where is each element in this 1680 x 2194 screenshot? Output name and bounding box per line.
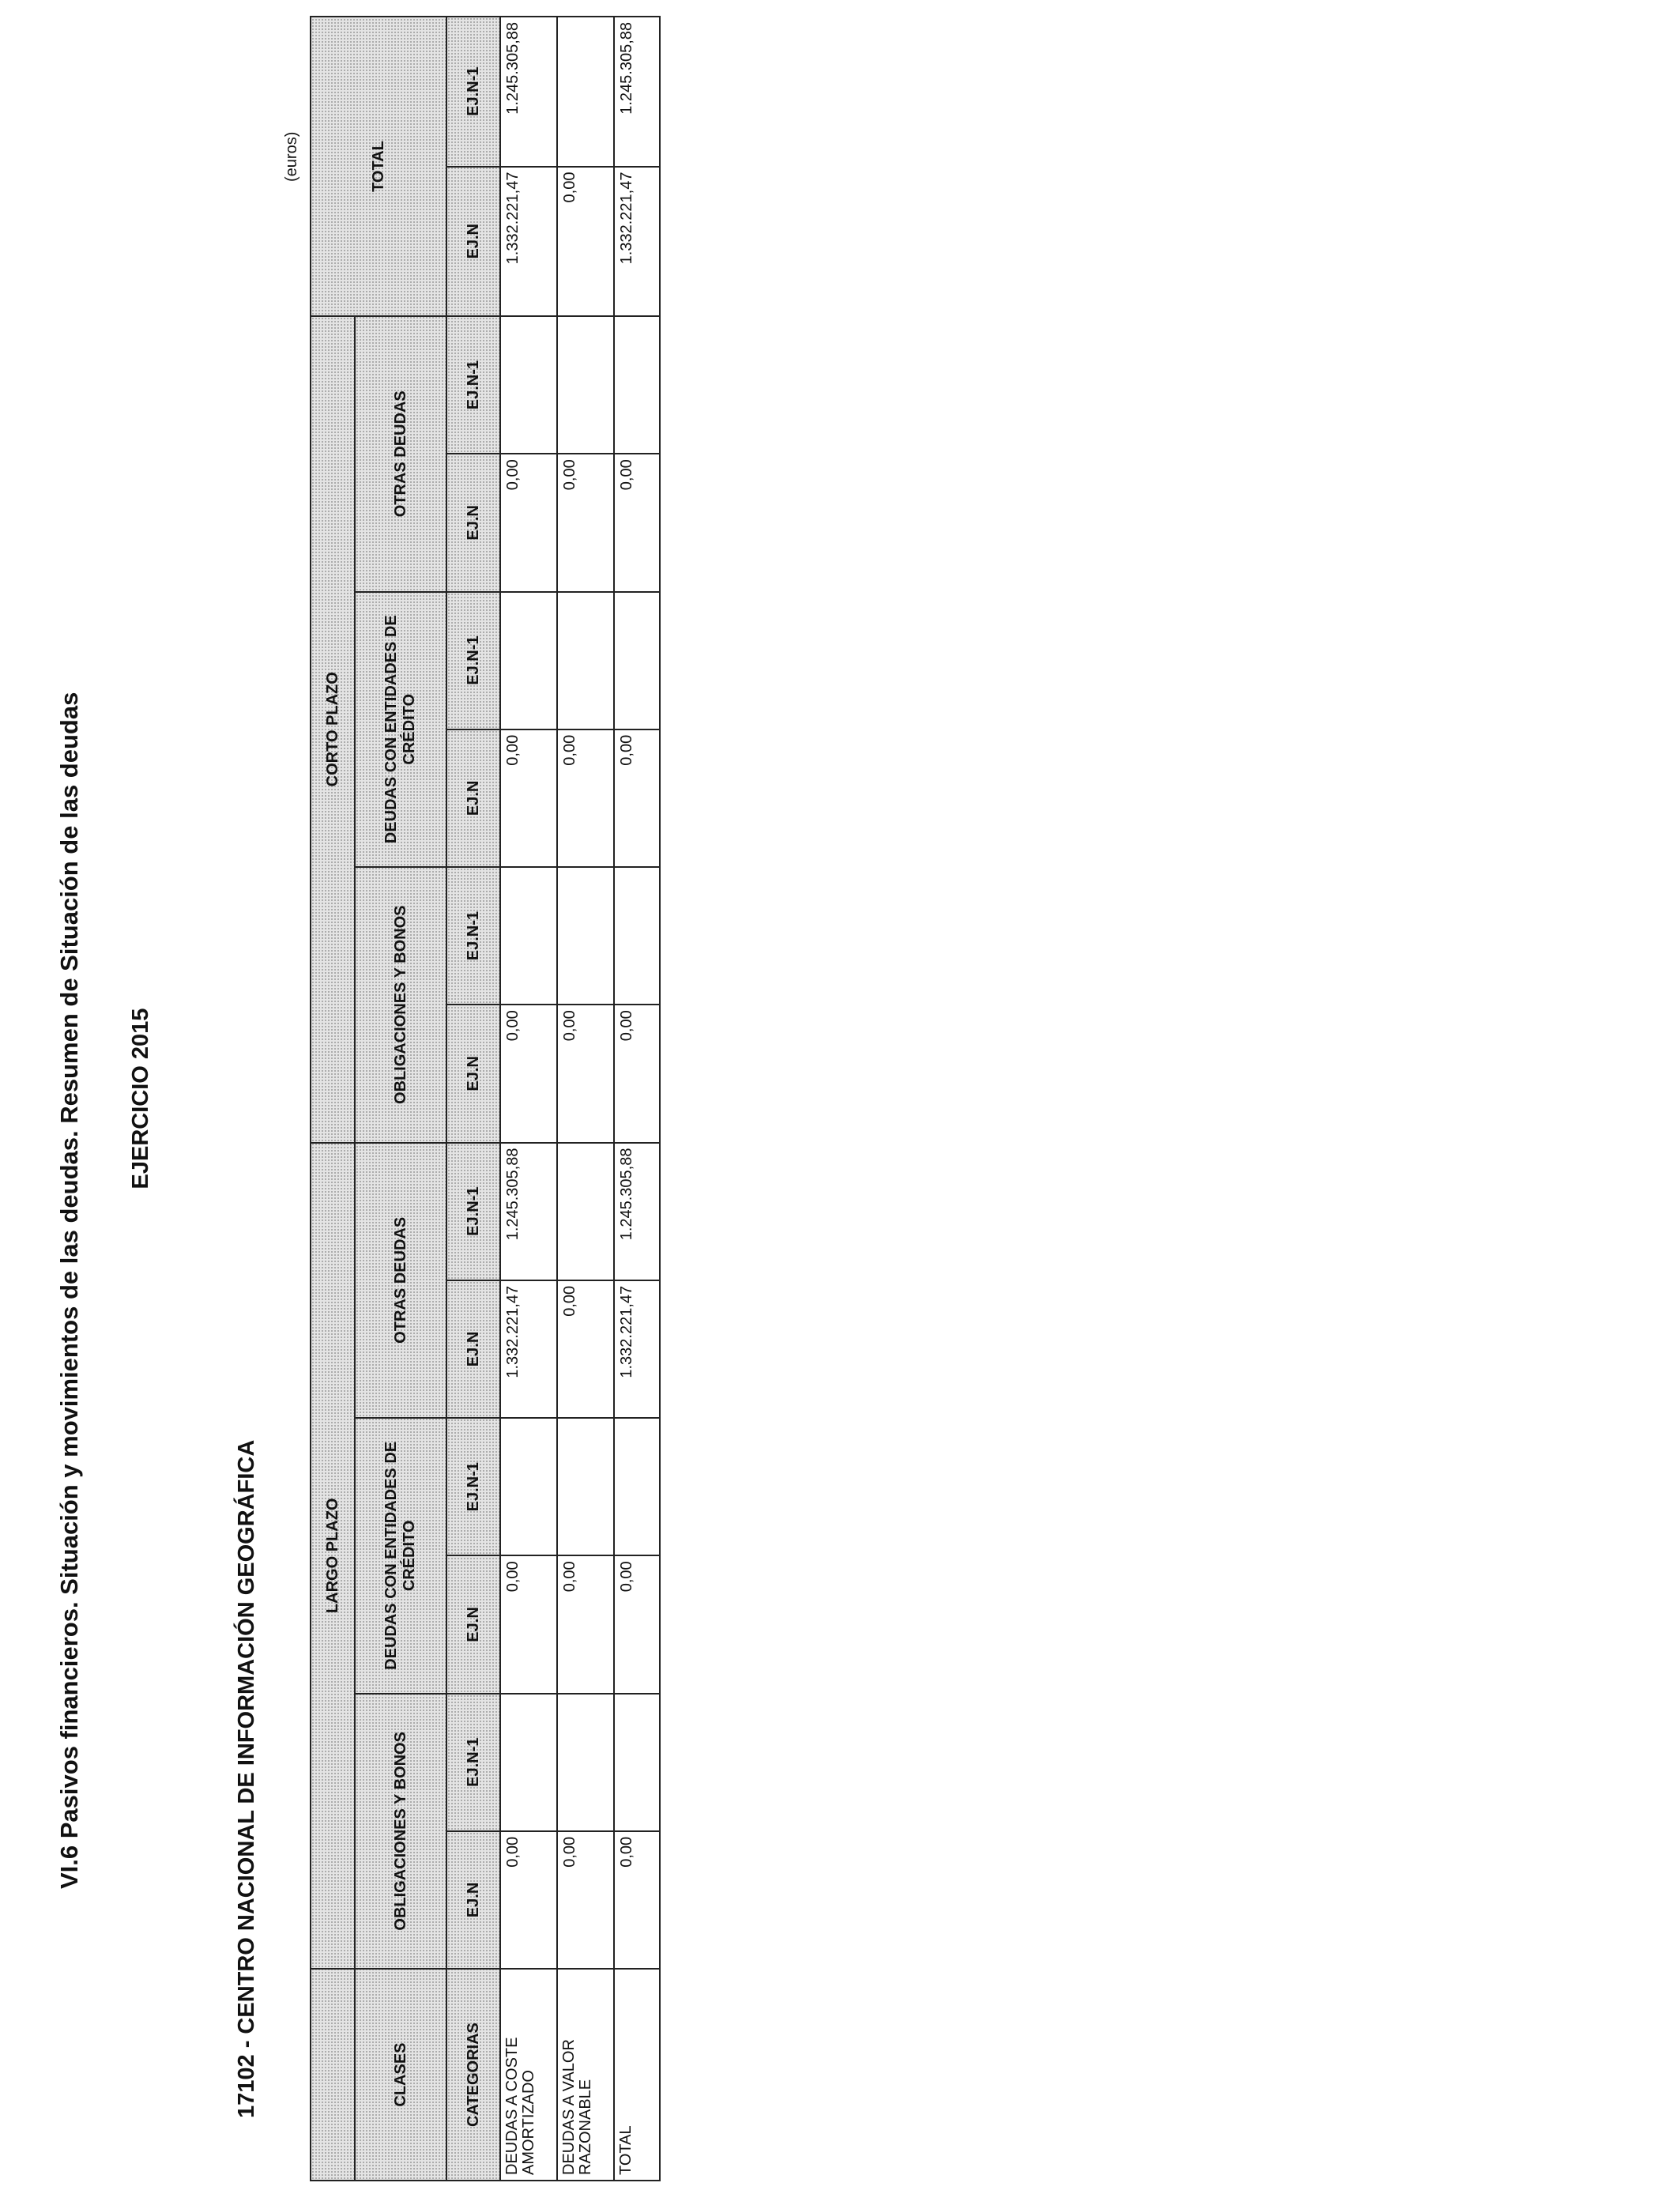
cp-deudas-credito-header: DEUDAS CON ENTIDADES DE CRÉDITO bbox=[355, 592, 446, 868]
table-cell bbox=[557, 592, 614, 729]
table-cell: 0,00 bbox=[557, 1280, 614, 1418]
table-cell bbox=[500, 592, 557, 729]
table-cell: 0,00 bbox=[557, 1005, 614, 1142]
table-cell bbox=[614, 592, 660, 729]
col-ejn1: EJ.N-1 bbox=[446, 867, 500, 1005]
table-cell bbox=[500, 316, 557, 454]
debts-summary-table bbox=[310, 16, 661, 2181]
table-row-total bbox=[614, 17, 660, 2181]
table-cell bbox=[614, 1418, 660, 1555]
table-cell: 0,00 bbox=[500, 1831, 557, 1969]
col-ejn: EJ.N bbox=[446, 1831, 500, 1969]
col-ejn: EJ.N bbox=[446, 1005, 500, 1142]
table-cell: 0,00 bbox=[557, 454, 614, 591]
table-cell bbox=[557, 1143, 614, 1280]
lp-obligaciones-header: OBLIGACIONES Y BONOS bbox=[355, 1694, 446, 1970]
table-cell bbox=[557, 17, 614, 167]
row-label: TOTAL bbox=[614, 1969, 660, 2181]
table-cell bbox=[557, 316, 614, 454]
largo-plazo-header: LARGO PLAZO bbox=[311, 1143, 355, 1970]
currency-unit: (euros) bbox=[283, 131, 300, 182]
exercise-year: EJERCICIO 2015 bbox=[128, 1008, 153, 1189]
table-cell: 0,00 bbox=[557, 1831, 614, 1969]
categorias-header: CATEGORIAS bbox=[446, 1969, 500, 2181]
table-cell: 1.332.221,47 bbox=[500, 1280, 557, 1418]
col-ejn1: EJ.N-1 bbox=[446, 17, 500, 167]
rotated-page bbox=[16, 16, 1667, 2181]
table-cell: 1.245.305,88 bbox=[614, 1143, 660, 1280]
table-cell: 1.332.221,47 bbox=[614, 167, 660, 316]
table-cell bbox=[500, 867, 557, 1005]
table-cell: 1.245.305,88 bbox=[500, 1143, 557, 1280]
table-cell bbox=[614, 316, 660, 454]
corner-blank bbox=[311, 1969, 355, 2181]
table-cell: 0,00 bbox=[500, 729, 557, 867]
row-label: DEUDAS A VALOR RAZONABLE bbox=[557, 1969, 614, 2181]
document-title-text: VI.6 Pasivos financieros. Situación y movimientos de las deudas. Resumen de Situación de las deudas bbox=[55, 692, 83, 1889]
col-ejn1: EJ.N-1 bbox=[446, 592, 500, 729]
corto-plazo-header: CORTO PLAZO bbox=[311, 316, 355, 1143]
table-cell: 0,00 bbox=[614, 1831, 660, 1969]
total-header: TOTAL bbox=[311, 17, 446, 316]
table-cell: 1.332.221,47 bbox=[500, 167, 557, 316]
cp-obligaciones-header: OBLIGACIONES Y BONOS bbox=[355, 867, 446, 1143]
cp-otras-deudas-header: OTRAS DEUDAS bbox=[355, 316, 446, 592]
col-ejn: EJ.N bbox=[446, 454, 500, 591]
table-row bbox=[500, 17, 557, 2181]
col-ejn: EJ.N bbox=[446, 1280, 500, 1418]
lp-deudas-credito-header: DEUDAS CON ENTIDADES DE CRÉDITO bbox=[355, 1418, 446, 1694]
table-cell: 1.245.305,88 bbox=[614, 17, 660, 167]
col-ejn1: EJ.N-1 bbox=[446, 1694, 500, 1831]
table-cell: 0,00 bbox=[557, 729, 614, 867]
table-cell bbox=[614, 867, 660, 1005]
table-cell: 1.245.305,88 bbox=[500, 17, 557, 167]
table-cell: 0,00 bbox=[614, 454, 660, 591]
table-cell: 0,00 bbox=[614, 729, 660, 867]
table-cell: 0,00 bbox=[614, 1005, 660, 1142]
col-ejn: EJ.N bbox=[446, 167, 500, 316]
col-ejn: EJ.N bbox=[446, 729, 500, 867]
table-cell: 0,00 bbox=[500, 454, 557, 591]
table-cell bbox=[500, 1418, 557, 1555]
table-cell bbox=[500, 1694, 557, 1831]
table-cell: 0,00 bbox=[614, 1555, 660, 1693]
entity-name: 17102 - CENTRO NACIONAL DE INFORMACIÓN GEOGRÁFICA bbox=[234, 1439, 259, 2118]
col-ejn1: EJ.N-1 bbox=[446, 316, 500, 454]
col-ejn1: EJ.N-1 bbox=[446, 1418, 500, 1555]
table-cell: 1.332.221,47 bbox=[614, 1280, 660, 1418]
table-cell bbox=[557, 867, 614, 1005]
col-ejn: EJ.N bbox=[446, 1555, 500, 1693]
table-cell bbox=[614, 1694, 660, 1831]
table-cell: 0,00 bbox=[500, 1555, 557, 1693]
lp-otras-deudas-header: OTRAS DEUDAS bbox=[355, 1143, 446, 1419]
clases-header: CLASES bbox=[355, 1969, 446, 2181]
table-cell: 0,00 bbox=[557, 167, 614, 316]
table-cell bbox=[557, 1694, 614, 1831]
col-ejn1: EJ.N-1 bbox=[446, 1143, 500, 1280]
table-cell bbox=[557, 1418, 614, 1555]
row-label: DEUDAS A COSTE AMORTIZADO bbox=[500, 1969, 557, 2181]
table-row bbox=[557, 17, 614, 2181]
table-cell: 0,00 bbox=[500, 1005, 557, 1142]
table-cell: 0,00 bbox=[557, 1555, 614, 1693]
